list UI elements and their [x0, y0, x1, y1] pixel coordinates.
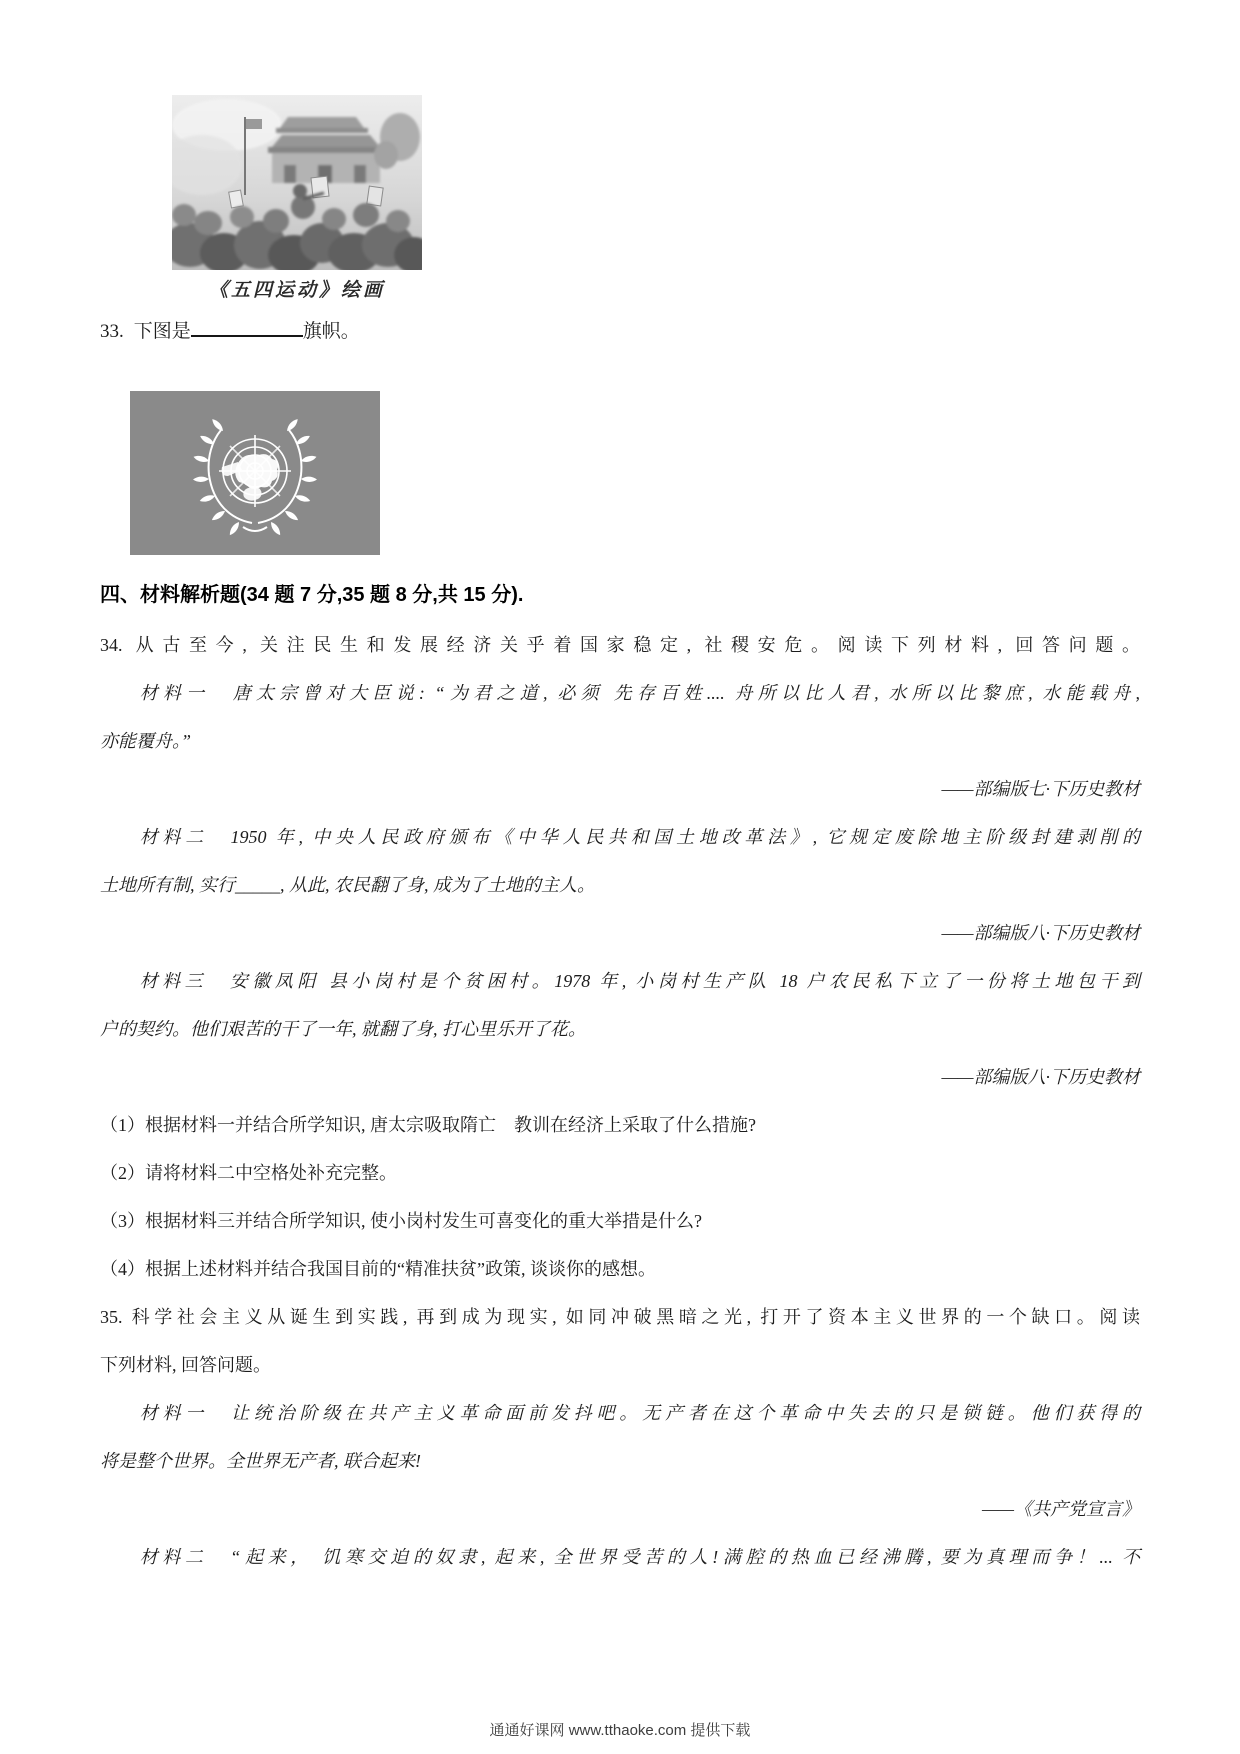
- q34-subquestion-1: （1）根据材料一并结合所学知识, 唐太宗吸取隋亡 教训在经济上采取了什么措施?: [100, 1115, 756, 1135]
- q34-material1-source: ——部编版七·下历史教材: [941, 779, 1140, 799]
- question-33-number: 33.: [100, 321, 124, 342]
- q34-material3-line2: 户的契约。他们艰苦的干了一年, 就翻了身, 打心里乐开了花。: [100, 1019, 586, 1039]
- q34-material2-line1: 材料二 1950 年, 中央人民政府颁布《中华人民共和国土地改革法》, 它规定废除地主阶级封建剥削的: [139, 827, 1140, 847]
- q34-material3-source: ——部编版八·下历史教材: [941, 1067, 1140, 1087]
- q34-material1-line1: 材料一 唐太宗曾对大臣说: “为君之道, 必须 先存百姓.... 舟所以比人君, 水所以比黎庶, 水能载舟,: [139, 683, 1140, 703]
- q34-material3-line1: 材料三 安徽凤阳 县小岗村是个贫困村。1978 年, 小岗村生产队 18 户农民私下立了一份将土地包干到: [139, 971, 1140, 991]
- question-33-text-after: 旗帜。: [302, 321, 360, 342]
- question-35: [100, 1293, 1140, 1581]
- q35-material2-line1: 材料二 “起来， 饥寒交迫的奴隶, 起来, 全世界受苦的人!满腔的热血已经沸腾, 要为真理而争！... 不: [139, 1547, 1140, 1567]
- section-heading: 四、材料解析题(34 题 7 分,35 题 8 分,共 15 分).: [100, 584, 524, 606]
- question-34: [100, 621, 1140, 1293]
- question-33-text-before: 下图是: [133, 321, 191, 342]
- q35-material1-source: ——《共产党宣言》: [981, 1499, 1140, 1519]
- q34-material1-line2: 亦能覆舟。”: [100, 731, 192, 751]
- painting-caption: 《五四运动》绘画: [208, 280, 385, 301]
- painting-figure: [172, 95, 422, 304]
- q34-subquestion-2: （2）请将材料二中空格处补充完整。: [100, 1163, 397, 1183]
- q34-intro: 34. 从古至今, 关注民生和发展经济关乎着国家稳定, 社稷安危。阅读下列材料, 回答问题。: [100, 635, 1140, 655]
- q35-intro-line1: 35. 科学社会主义从诞生到实践, 再到成为现实, 如同冲破黑暗之光, 打开了资本主义世界的一个缺口。阅读: [100, 1307, 1140, 1327]
- question-33-blank: [191, 316, 303, 337]
- q35-material1-line1: 材料一 让统治阶级在共产主义革命面前发抖吧。无产者在这个革命中失去的只是锁链。他们获得的: [139, 1403, 1140, 1423]
- un-flag-image: [130, 391, 380, 555]
- q34-material2-source: ——部编版八·下历史教材: [941, 923, 1140, 943]
- q34-subquestion-3: （3）根据材料三并结合所学知识, 使小岗村发生可喜变化的重大举措是什么?: [100, 1211, 702, 1231]
- site-watermark: 通通好课网 www.tthaoke.com 提供下载: [489, 1722, 751, 1739]
- q35-material1-line2: 将是整个世界。全世界无产者, 联合起来!: [100, 1451, 421, 1471]
- q34-material2-line2: 土地所有制, 实行_____, 从此, 农民翻了身, 成为了土地的主人。: [100, 875, 595, 895]
- q34-subquestion-4: （4）根据上述材料并结合我国目前的“精准扶贫”政策, 谈谈你的感想。: [100, 1259, 656, 1279]
- may-fourth-painting-image: [172, 95, 422, 270]
- q35-intro-line2: 下列材料, 回答问题。: [100, 1355, 271, 1375]
- question-33: [100, 316, 1140, 347]
